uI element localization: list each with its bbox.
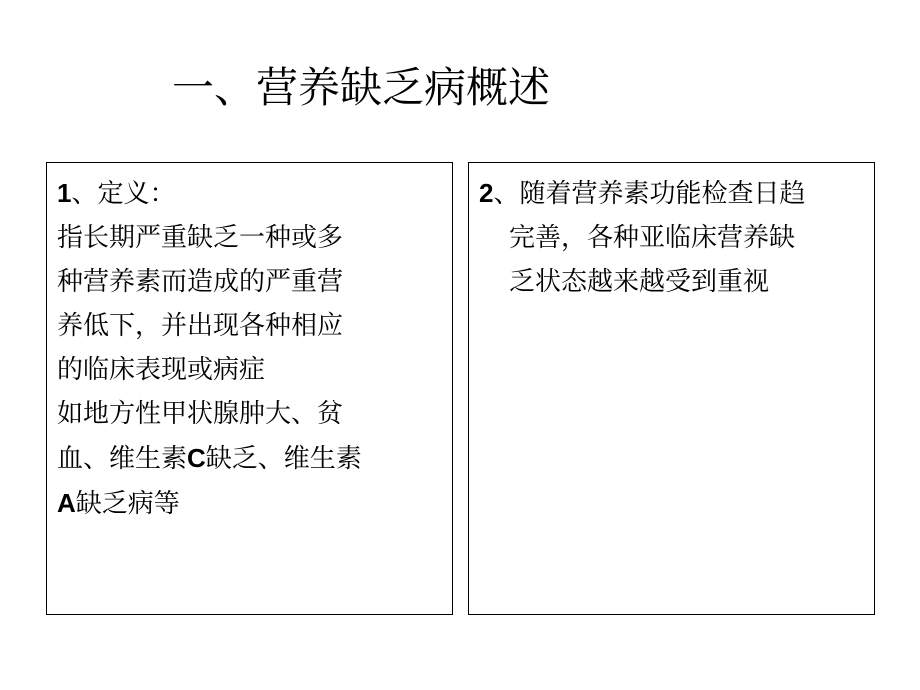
line-text: 缺乏、维生素 — [205, 444, 362, 474]
item-number: 2 — [479, 178, 494, 208]
subclinical-line — [479, 171, 874, 216]
vitamin-letter: C — [187, 443, 206, 473]
line-text: 、随着营养素功能检查日趋 — [493, 179, 806, 209]
definition-heading — [57, 171, 452, 216]
definition-line — [57, 436, 452, 481]
definition-line: 养低下，并出现各种相应 — [57, 311, 344, 341]
definition-line — [57, 481, 452, 526]
slide-title: 一、营养缺乏病概述 — [172, 63, 551, 112]
definition-box — [46, 162, 453, 615]
line-text: 缺乏病等 — [75, 489, 180, 519]
definition-line: 如地方性甲状腺肿大、贫 — [57, 399, 344, 429]
definition-heading-text: 、定义： — [71, 179, 176, 209]
definition-line: 的临床表现或病症 — [57, 355, 266, 385]
subclinical-line: 完善，各种亚临床营养缺 — [509, 223, 796, 253]
definition-line: 种营养素而造成的严重营 — [57, 267, 344, 297]
subclinical-box — [468, 162, 875, 615]
line-text: 血、维生素 — [57, 444, 188, 474]
subclinical-line: 乏状态越来越受到重视 — [509, 267, 770, 297]
vitamin-letter: A — [57, 488, 76, 518]
definition-line: 指长期严重缺乏一种或多 — [57, 223, 344, 253]
item-number: 1 — [57, 178, 72, 208]
